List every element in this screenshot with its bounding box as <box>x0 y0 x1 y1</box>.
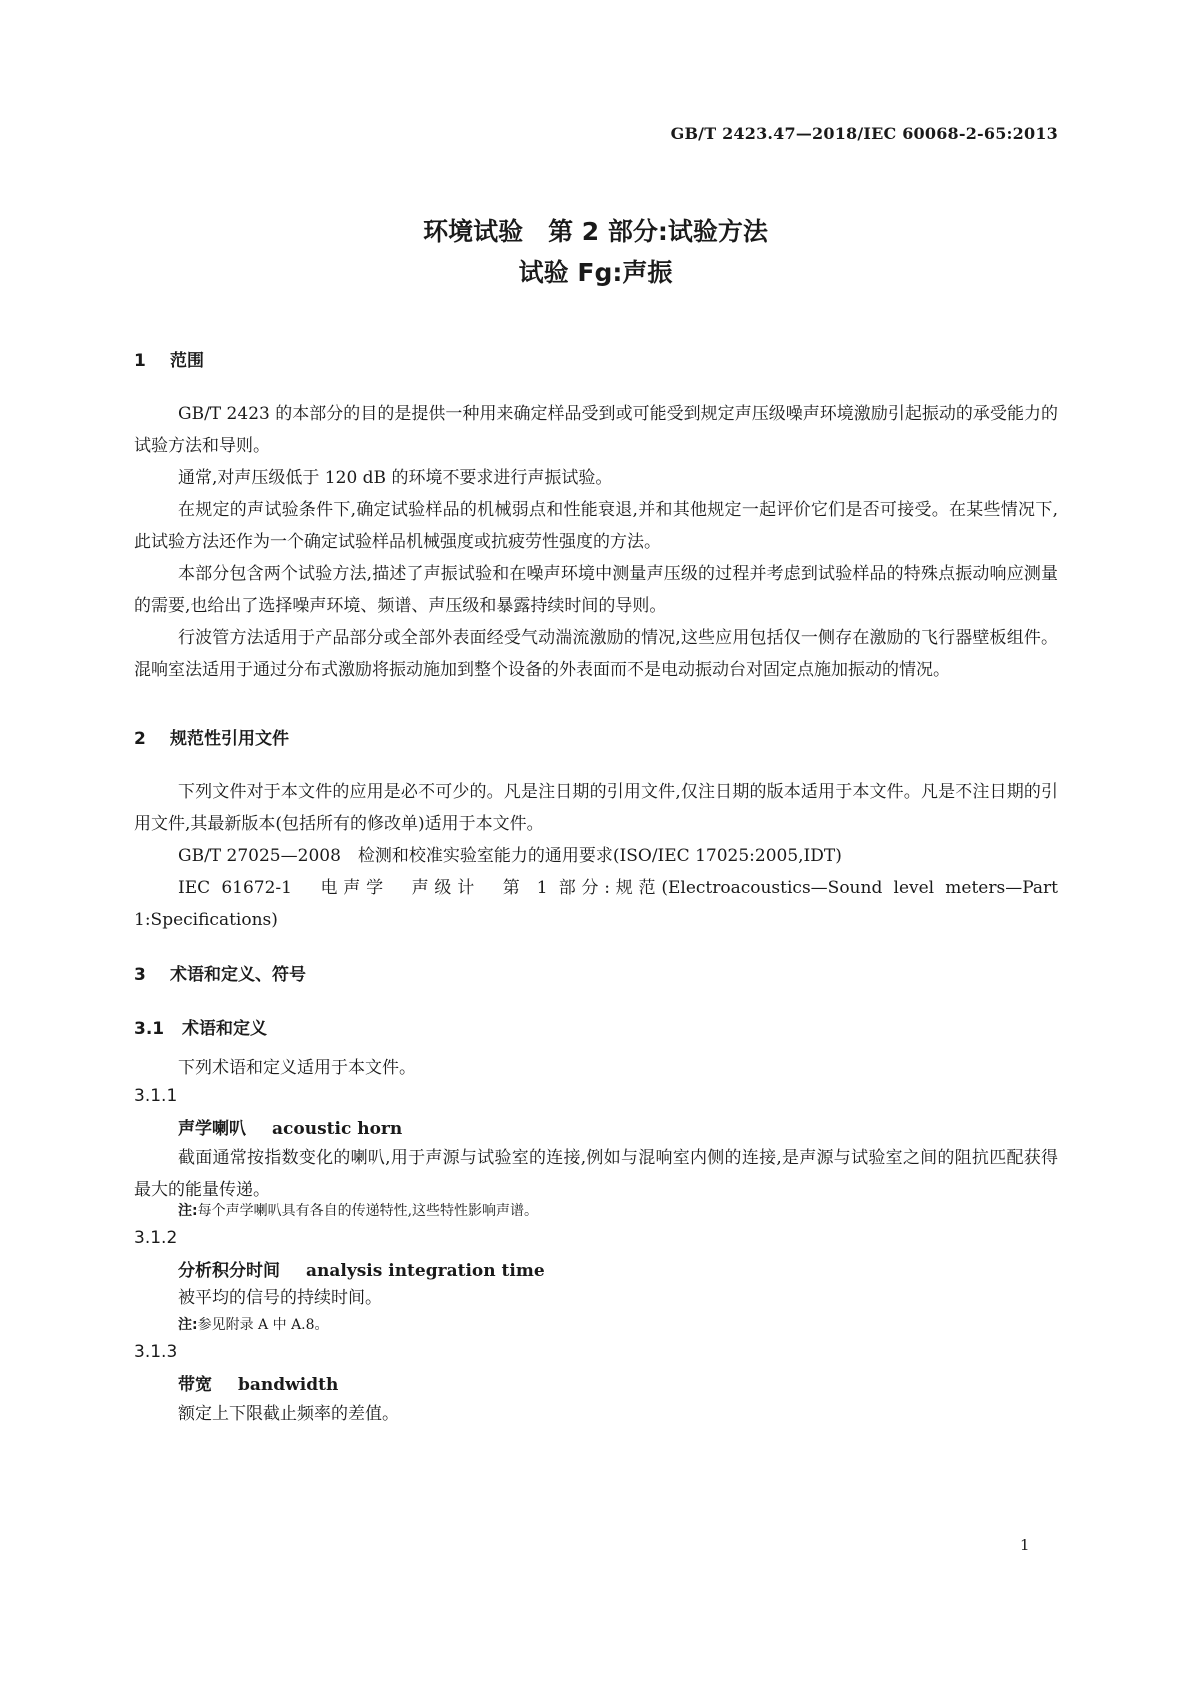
term-en: acoustic horn <box>272 1119 403 1139</box>
section-3-1-number: 3.1 <box>134 1019 165 1039</box>
section-2-number: 2 <box>134 729 146 749</box>
note-label: 注: <box>178 1317 198 1333</box>
section-2-para-1: 下列文件对于本文件的应用是必不可少的。凡是注日期的引用文件,仅注日期的版本适用于本文件。凡是不注日期的引用文件,其最新版本(包括所有的修改单)适用于本文件。 <box>134 782 1058 834</box>
section-2-ref-1: GB/T 27025—2008 检测和校准实验室能力的通用要求(ISO/IEC 17025:2005,IDT) <box>178 846 842 866</box>
title-line-1: 环境试验 第 2 部分:试验方法 <box>423 217 768 246</box>
section-1-para-1: GB/T 2423 的本部分的目的是提供一种用来确定样品受到或可能受到规定声压级噪声环境激励引起振动的承受能力的试验方法和导则。 <box>134 404 1058 456</box>
section-1-para-4: 本部分包含两个试验方法,描述了声振试验和在噪声环境中测量声压级的过程并考虑到试验样品的特殊点振动响应测量的需要,也给出了选择噪声环境、频谱、声压级和暴露持续时间的导则。 <box>134 564 1058 616</box>
term-heading <box>178 1370 338 1395</box>
term-number: 3.1.3 <box>134 1342 178 1362</box>
section-1-number: 1 <box>134 351 146 371</box>
term-heading <box>178 1114 402 1139</box>
term-definition: 被平均的信号的持续时间。 <box>178 1288 382 1308</box>
term-definition: 截面通常按指数变化的喇叭,用于声源与试验室的连接,例如与混响室内侧的连接,是声源与试验室之间的阻抗匹配获得最大的能量传递。 <box>134 1148 1058 1200</box>
section-1-para-3: 在规定的声试验条件下,确定试验样品的机械弱点和性能衰退,并和其他规定一起评价它们是否可接受。在某些情况下,此试验方法还作为一个确定试验样品机械强度或抗疲劳性强度的方法。 <box>134 500 1058 552</box>
section-3-title: 术语和定义、符号 <box>170 965 306 985</box>
section-1-heading <box>134 346 204 371</box>
section-2-heading <box>134 724 289 749</box>
term-zh: 带宽 <box>178 1375 212 1395</box>
section-1-para-5: 行波管方法适用于产品部分或全部外表面经受气动湍流激励的情况,这些应用包括仅一侧存在激励的飞行器壁板组件。混响室法适用于通过分布式激励将振动施加到整个设备的外表面而不是电动振动台对固定点施加振动的情况。 <box>134 628 1058 680</box>
section-3-1-intro: 下列术语和定义适用于本文件。 <box>178 1058 416 1078</box>
title-line-2: 试验 Fg:声振 <box>518 258 673 287</box>
term-note <box>178 1314 329 1334</box>
term-definition: 额定上下限截止频率的差值。 <box>178 1404 399 1424</box>
term-zh: 声学喇叭 <box>178 1119 246 1139</box>
term-note <box>178 1200 538 1220</box>
standard-number: GB/T 2423.47—2018/IEC 60068-2-65:2013 <box>670 124 1058 143</box>
term-heading <box>178 1256 545 1281</box>
section-3-1-title: 术语和定义 <box>182 1019 267 1039</box>
term-en: analysis integration time <box>306 1261 545 1281</box>
section-3-1-heading <box>134 1014 267 1039</box>
term-number: 3.1.1 <box>134 1086 178 1106</box>
term-number: 3.1.2 <box>134 1228 178 1248</box>
note-text: 每个声学喇叭具有各自的传递特性,这些特性影响声谱。 <box>197 1203 539 1219</box>
section-1-para-2: 通常,对声压级低于 120 dB 的环境不要求进行声振试验。 <box>178 468 613 488</box>
term-zh: 分析积分时间 <box>178 1261 280 1281</box>
page-number: 1 <box>1020 1536 1030 1554</box>
note-text: 参见附录 A 中 A.8。 <box>197 1317 329 1333</box>
section-3-number: 3 <box>134 965 146 985</box>
section-2-title: 规范性引用文件 <box>170 729 289 749</box>
term-en: bandwidth <box>238 1375 339 1395</box>
section-2-ref-2: IEC 61672-1 电声学 声级计 第 1 部分:规范(Electroacoustics—Sound level meters—Part 1:Specifications) <box>134 878 1058 930</box>
note-label: 注: <box>178 1203 198 1219</box>
section-1-title: 范围 <box>170 351 204 371</box>
section-3-heading <box>134 960 306 985</box>
